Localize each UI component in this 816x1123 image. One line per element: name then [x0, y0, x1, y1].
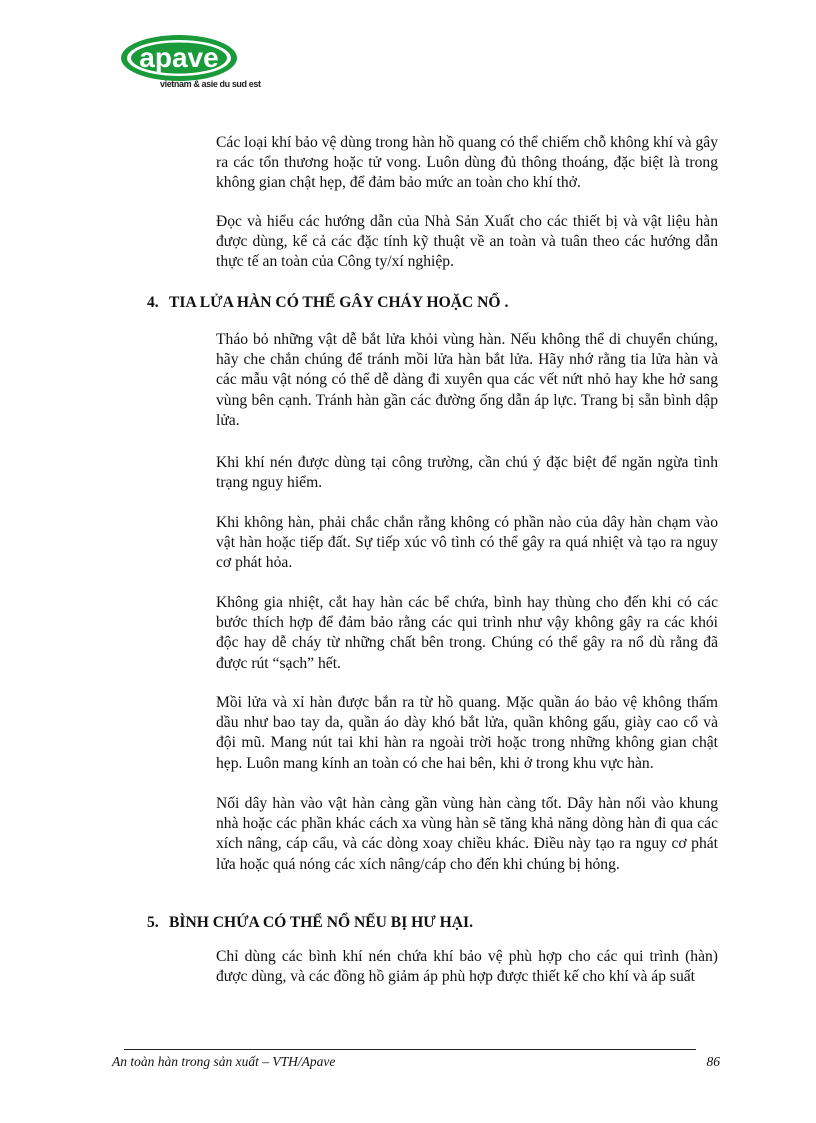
paragraph-when-not-welding: Khi không hàn, phải chắc chắn rằng không có phần nào của dây hàn chạm vào vật hàn hoặc tiếp đất. Sự tiếp xúc vô tình có thể gây ra quá nhiệt và tạo ra nguy cơ phát hỏa.: [216, 514, 718, 572]
paragraph-cylinders: Chỉ dùng các bình khí nén chứa khí bảo vệ phù hợp cho các qui trình (hàn) được dùng, và các đồng hồ giảm áp phù hợp được thiết kế cho khí và áp suất: [216, 948, 718, 986]
paragraph-compressed-gas: Khi khí nén được dùng tại công trường, cần chú ý đặc biệt để ngăn ngừa tình trạng nguy hiểm.: [216, 454, 718, 492]
paragraph-remove-flammables: Tháo bỏ những vật dễ bắt lửa khỏi vùng hàn. Nếu không thể di chuyển chúng, hãy che chắn chúng để tránh mồi lửa hàn bắt lửa. Hãy nhớ rằng tia lửa hàn và các mẫu vật nóng có thể dễ dàng đi xuyên qua các vết nứt nhỏ hay khe hở sang vùng bên cạnh. Tránh hàn gần các đường ống dẫn áp lực. Trang bị sẵn bình dập lửa.: [216, 331, 718, 429]
footer-title: An toàn hàn trong sản xuất – VTH/Apave: [112, 1054, 336, 1069]
section-4-title: TIA LỬA HÀN CÓ THỂ GÂY CHÁY HOẶC NỔ .: [169, 294, 509, 311]
section-5-title: BÌNH CHỨA CÓ THỂ NỔ NẾU BỊ HƯ HẠI.: [169, 914, 473, 931]
page-number: 86: [706, 1054, 720, 1069]
footer-divider: [124, 1049, 696, 1050]
section-4-number: 4.: [147, 294, 159, 311]
paragraph-shielding-gas: Các loại khí bảo vệ dùng trong hàn hồ quang có thể chiếm chỗ không khí và gây ra các tổn thương hoặc tử vong. Luôn dùng đủ thông thoáng, đặc biệt là trong không gian chật hẹp, để đảm bảo mức an toàn cho khí thở.: [216, 134, 718, 192]
logo-wordmark: apave: [139, 42, 219, 73]
logo-caption: vietnam & asie du sud est: [160, 79, 261, 89]
paragraph-connect-cable: Nối dây hàn vào vật hàn càng gần vùng hàn càng tốt. Dây hàn nối vào khung nhà hoặc các phần khác cách xa vùng hàn sẽ tăng khả năng dòng hàn đi qua các xích nâng, cáp cẩu, và các dòng xoay chiều khác. Điều này tạo ra nguy cơ phát lửa hoặc quá nóng các xích nâng/cáp cho đến khi chúng bị hỏng.: [216, 795, 718, 873]
paragraph-sparks-slag: Mồi lửa và xỉ hàn được bắn ra từ hồ quang. Mặc quần áo bảo vệ không thấm dầu như bao tay da, quần áo dày khó bắt lửa, quần không gấu, giày cao cổ và đội mũ. Mang nút tai khi hàn ra ngoài trời hoặc trong những không gian chật hẹp. Luôn mang kính an toàn có che hai bên, khi ở trong khu vực hàn.: [216, 694, 718, 772]
section-5-number: 5.: [147, 914, 159, 931]
paragraph-containers: Không gia nhiệt, cắt hay hàn các bể chứa, bình hay thùng cho đến khi có các bước thích hợp để đảm bảo rằng các qui trình như vậy không gây ra các khói độc hay dễ cháy từ những chất bên trong. Chúng có thể gây ra nổ dù rằng đã được rút “sạch” hết.: [216, 594, 718, 672]
section-4-heading: [147, 294, 508, 312]
section-5-heading: [147, 914, 473, 932]
paragraph-manufacturer-instructions: Đọc và hiểu các hướng dẫn của Nhà Sản Xuất cho các thiết bị và vật liệu hàn được dùng, kể cả các đặc tính kỹ thuật về an toàn và tuân theo các hướng dẫn thực tế an toàn của Công ty/xí nghiệp.: [216, 213, 718, 271]
